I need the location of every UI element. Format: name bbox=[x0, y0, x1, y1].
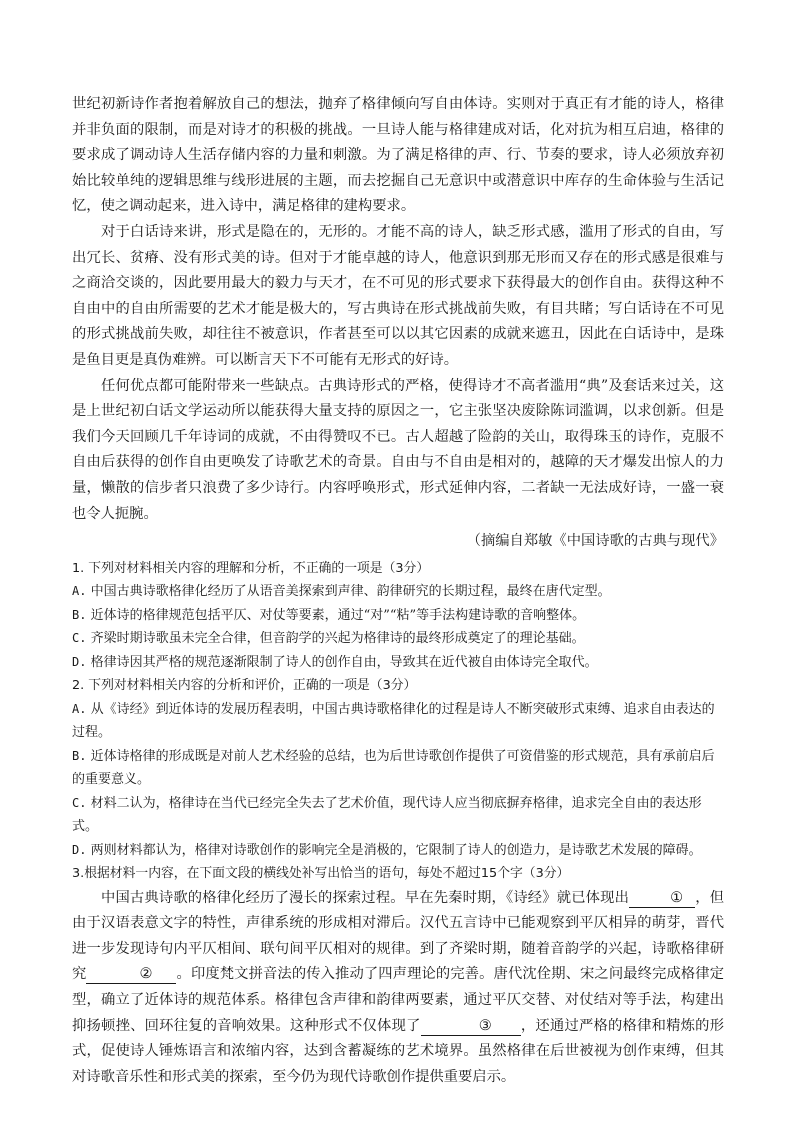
q3-text-b: ，但由于汉语表意文字的特性，声律系统的形成相对滞后。汉代五言诗中已能观察到平仄相异的萌芽，晋代进一步发现诗句内平仄相间、联句间平仄相对的规律。到了齐梁时期，随着音韵学的兴起，诗歌格律研究 bbox=[72, 889, 724, 983]
q1-option-b[interactable] bbox=[72, 604, 724, 628]
q2-option-b[interactable] bbox=[72, 745, 724, 792]
question-3 bbox=[72, 862, 724, 1090]
blank-1-input[interactable]: ① bbox=[629, 889, 695, 908]
q2-option-d[interactable] bbox=[72, 839, 724, 863]
option-text: 近体诗的格律规范包括平仄、对仗等要素，通过“对”“粘”等手法构建诗歌的音响整体。 bbox=[90, 607, 586, 623]
passage-paragraph-1: 世纪初新诗作者抱着解放自己的想法，抛弃了格律倾向写自由体诗。实则对于真正有才能的诗人，格律并非负面的限制，而是对诗才的积极的挑战。一旦诗人能与格律建成对话，化对抗为相互启迪，格律的要求成了调动诗人生活存储内容的力量和刺激。为了满足格律的声、行、节奏的要求，诗人必须放弃初始比较单纯的逻辑思维与线形进展的主题，而去挖掘自己无意识中或潜意识中库存的生命体验与生活记忆，使之调动起来，进入诗中，满足格律的建构要求。 bbox=[72, 96, 724, 215]
q1-option-a[interactable] bbox=[72, 580, 724, 604]
q1-option-d[interactable] bbox=[72, 651, 724, 675]
question-2 bbox=[72, 674, 724, 862]
option-text: 格律诗因其严格的规范逐渐限制了诗人的创作自由，导致其在近代被自由体诗完全取代。 bbox=[90, 654, 598, 670]
option-text: 齐梁时期诗歌虽未完全合律，但音韵学的兴起为格律诗的最终形成奠定了的理论基础。 bbox=[90, 631, 585, 647]
q2-option-c[interactable] bbox=[72, 792, 724, 839]
option-text: 从《诗经》到近体诗的发展历程表明，中国古典诗歌格律化的过程是诗人不断突破形式束缚、追求自由表达的过程。 bbox=[72, 701, 715, 741]
option-label: A. bbox=[72, 701, 87, 716]
option-text: 近体诗格律的形成既是对前人艺术经验的总结，也为后世诗歌创作提供了可资借鉴的形式规范，具有承前启后的重要意义。 bbox=[72, 748, 715, 788]
option-text: 中国古典诗歌格律化经历了从语音美探索到声律、韵律研究的长期过程，最终在唐代定型。 bbox=[90, 584, 611, 600]
question-2-stem: 2. 下列对材料相关内容的分析和评价，正确的一项是（3分） bbox=[72, 678, 417, 694]
option-label: C. bbox=[72, 631, 87, 646]
passage-source: （摘编自郑敏《中国诗歌的古典与现代》 bbox=[466, 533, 724, 550]
q2-option-a[interactable] bbox=[72, 698, 724, 745]
q1-option-c[interactable] bbox=[72, 627, 724, 651]
option-label: D. bbox=[72, 842, 87, 857]
option-label: D. bbox=[72, 654, 87, 669]
option-label: B. bbox=[72, 607, 87, 622]
option-label: C. bbox=[72, 795, 87, 810]
option-text: 材料二认为，格律诗在当代已经完全失去了艺术价值，现代诗人应当彻底摒弃格律，追求完全自由的表达形式。 bbox=[72, 795, 702, 835]
question-3-stem: 3.根据材料一内容，在下面文段的横线处补写出恰当的语句，每处不超过15个字（3分） bbox=[72, 866, 570, 882]
question-1-stem: 1. 下列对材料相关内容的理解和分析，不正确的一项是（3分） bbox=[72, 560, 430, 576]
option-label: A. bbox=[72, 584, 87, 599]
question-1 bbox=[72, 557, 724, 675]
question-3-passage bbox=[72, 886, 724, 1091]
option-label: B. bbox=[72, 748, 87, 763]
q3-text-d: ，还通过严格的格律和精炼的形式，促使诗人锤炼语言和浓缩内容，达到含蓄凝练的艺术境界。虽然格律在后世被视为创作束缚，但其对诗歌音乐性和形式美的探索，至今仍为现代诗歌创作提供重要启示。 bbox=[72, 1017, 725, 1085]
document-page bbox=[72, 92, 724, 1090]
q3-text-c: 。印度梵文拼音法的传入推动了四声理论的完善。唐代沈佺期、宋之问最终完成格律定型，确立了近体诗的规范体系。格律包含声律和韵律两要素，通过平仄交替、对仗结对等手法，构建出抑扬顿挫、回环往复的音响效果。这种形式不仅体现了 bbox=[72, 966, 725, 1034]
q3-text-a: 中国古典诗歌的格律化经历了漫长的探索过程。早在先秦时期，《诗经》就已体现出 bbox=[101, 889, 630, 906]
passage-paragraph-3: 任何优点都可能附带来一些缺点。古典诗形式的严格，使得诗才不高者滥用“典”及套话来过关，这是上世纪初白话文学运动所以能获得大量支持的原因之一，它主张坚决废除陈词滥调，以求创新。但是我们今天回顾几千年诗词的成就，不由得赞叹不已。古人超越了险韵的关山，取得珠玉的诗作，克服不自由后获得的创作自由更唤发了诗歌艺术的奇景。自由与不自由是相对的，越障的天才爆发出惊人的力量，懒散的信步者只浪费了多少诗行。内容呼唤形式，形式延伸内容，二者缺一无法成好诗，一盛一衰也令人扼腕。 bbox=[72, 377, 724, 522]
blank-2-input[interactable]: ② bbox=[86, 965, 176, 984]
blank-3-input[interactable]: ③ bbox=[421, 1017, 521, 1036]
passage-paragraph-2: 对于白话诗来讲，形式是隐在的，无形的。才能不高的诗人，缺乏形式感，滥用了形式的自由，写出冗长、贫瘠、没有形式美的诗。但对于才能卓越的诗人，他意识到那无形而又存在的形式感是很难与之商洽交谈的，因此要用最大的毅力与天才，在不可见的形式要求下获得最大的创作自由。获得这种不自由中的自由所需要的艺术才能是极大的，写古典诗在形式挑战前失败，有目共睹；写白话诗在不可见的形式挑战前失败，却往往不被意识，作者甚至可以以其它因素的成就来遮丑，因此在白话诗中，是珠是鱼目更是真伪难辨。可以断言天下不可能有无形式的好诗。 bbox=[72, 223, 724, 368]
option-text: 两则材料都认为，格律对诗歌创作的影响完全是消极的，它限制了诗人的创造力，是诗歌艺术发展的障碍。 bbox=[90, 842, 702, 858]
